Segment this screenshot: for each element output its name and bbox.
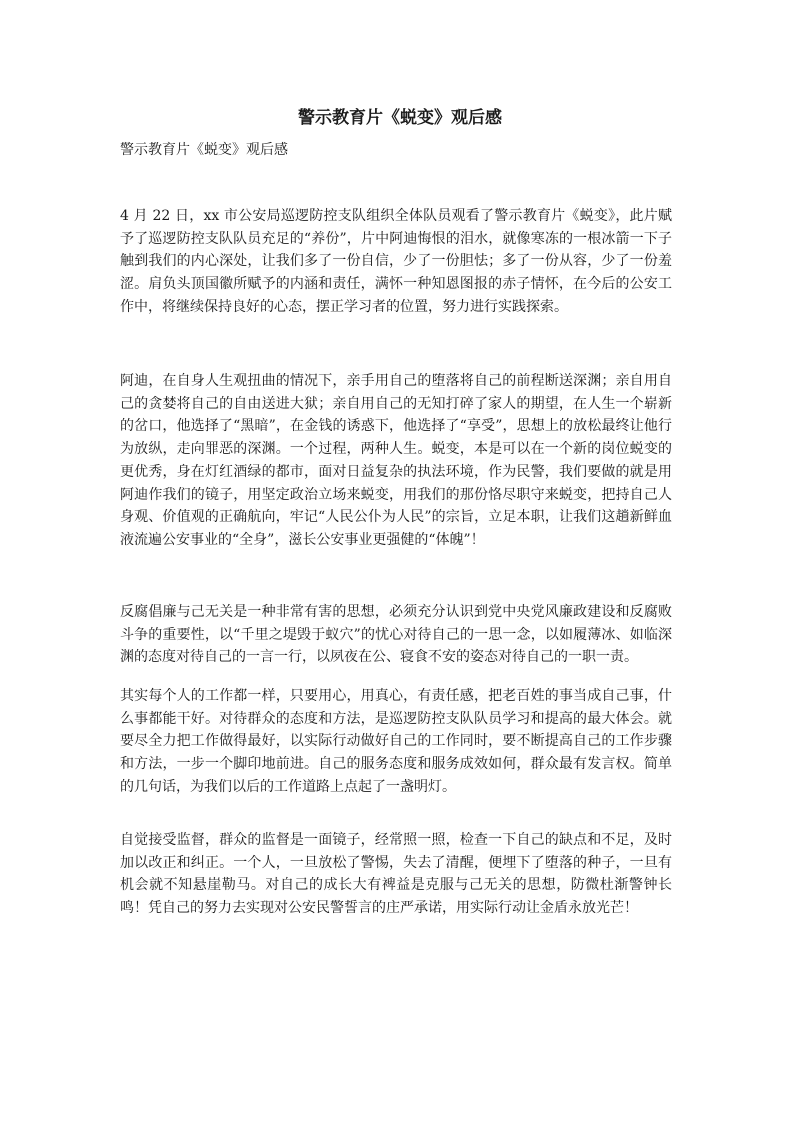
- paragraph-4: 其实每个人的工作都一样，只要用心，用真心，有责任感，把老百姓的事当成自己事，什么事都能干好。对待群众的态度和方法，是巡逻防控支队队员学习和提高的最大体会。就要尽全力把工作做得最好，以实际行动做好自己的工作同时，要不断提高自己的工作步骤和方法，一步一个脚印地前进。自己的服务态度和服务成效如何，群众最有发言权。简单的几句话，为我们以后的工作道路上点起了一盏明灯。: [120, 688, 672, 795]
- paragraph-2: 阿迪，在自身人生观扭曲的情况下，亲手用自己的堕落将自己的前程断送深渊；亲自用自己的贪婪将自己的自由送进大狱；亲自用自己的无知打碎了家人的期望，在人生一个崭新的岔口，他选择了“黑暗”，在金钱的诱惑下，他选择了“享受”，思想上的放松最终让他行为放纵，走向罪恶的深渊。一个过程，两种人生。蜕变，本是可以在一个新的岗位蜕变的更优秀，身在灯红酒绿的都市，面对日益复杂的执法环境，作为民警，我们要做的就是用阿迪作我们的镜子，用坚定政治立场来蜕变，用我们的那份恪尽职守来蜕变，把持自己人身观、价值观的正确航向，牢记“人民公仆为人民”的宗旨，立足本职，让我们这趟新鲜血液流遍公安事业的“全身”，滋长公安事业更强健的“体魄”！: [120, 373, 672, 548]
- paragraph-1: 4 月 22 日，xx 市公安局巡逻防控支队组织全体队员观看了警示教育片《蜕变》，此片赋予了巡逻防控支队队员充足的“养份”，片中阿迪悔恨的泪水，就像寒冻的一根冰箭一下子触到我们的内心深处，让我们多了一份自信，少了一份胆怯；多了一份从容，少了一份羞涩。肩负头顶国徽所赋予的内涵和责任，满怀一种知恩图报的赤子情怀，在今后的公安工作中，将继续保持良好的心态，摆正学习者的位置，努力进行实践探索。: [120, 208, 672, 315]
- paragraph-5: 自觉接受监督，群众的监督是一面镜子，经常照一照，检查一下自己的缺点和不足，及时加以改正和纠正。一个人，一旦放松了警惕，失去了清醒，便埋下了堕落的种子，一旦有机会就不知悬崖勒马。对自己的成长大有裨益是克服与己无关的思想，防微杜渐警钟长鸣！凭自己的努力去实现对公安民警誓言的庄严承诺，用实际行动让金盾永放光芒！: [120, 832, 672, 917]
- page-title: 警示教育片《蜕变》观后感: [298, 108, 502, 128]
- document-subtitle: 警示教育片《蜕变》观后感: [120, 142, 288, 158]
- paragraph-3: 反腐倡廉与己无关是一种非常有害的思想，必须充分认识到党中央党风廉政建设和反腐败斗争的重要性，以“千里之堤毁于蚁穴”的忧心对待自己的一思一念，以如履薄冰、如临深渊的态度对待自己的一言一行，以夙夜在公、寝食不安的姿态对待自己的一职一责。: [120, 604, 672, 666]
